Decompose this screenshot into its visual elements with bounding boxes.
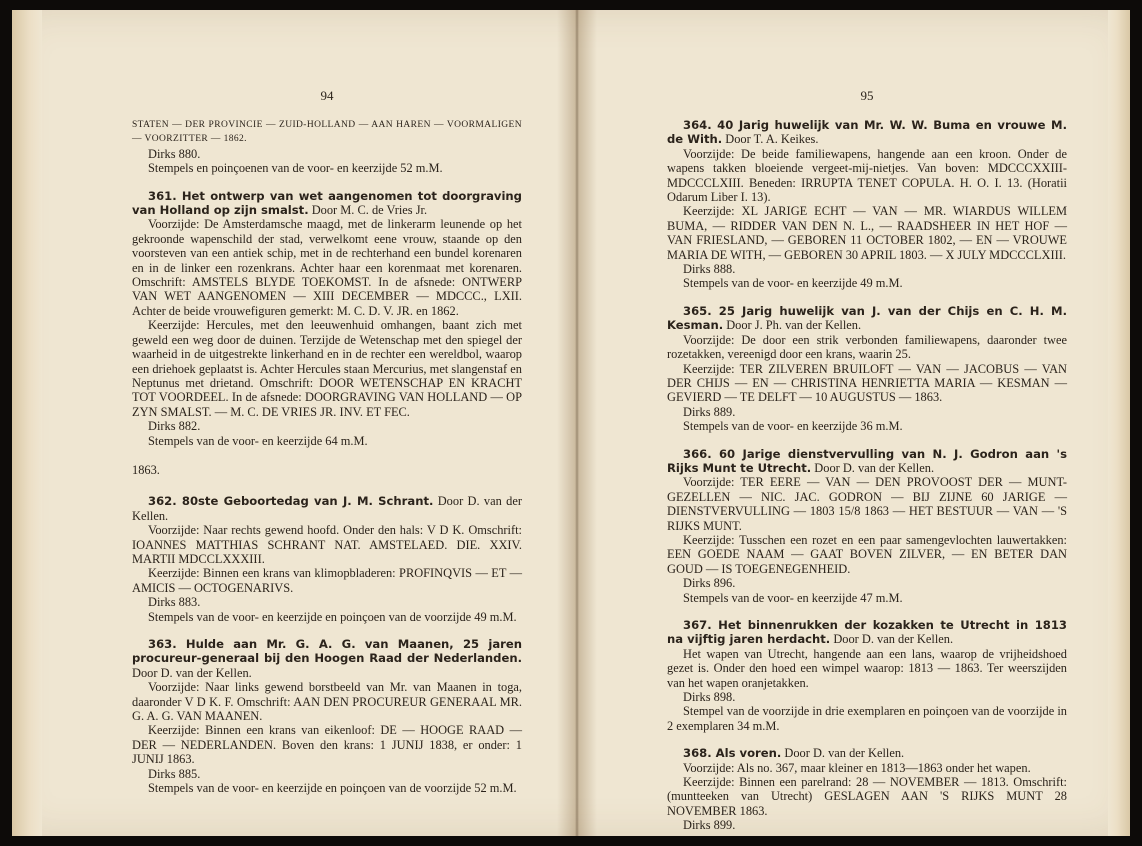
paragraph: Dirks 889. (683, 404, 736, 419)
paragraph: Keerzijde: XL JARIGE ECHT — VAN — MR. WIARDUS WILLEM BUMA, — RIDDER VAN DEN N. L., — RAADSHEER IN HET HOF — VAN FRIESLAND, — GEBOREN 11 OCTOBER 1802, — EN — VROUWE MARIA DE WITH, — GEBOREN 30 APRIL 1803. — X JULY MDCCCLXIII. (667, 204, 1067, 262)
paragraph: Voorzijde: TER EERE — VAN — DEN PROVOOST DER — MUNT-GEZELLEN — NIC. JAC. GODRON — BIJ ZIJNE 60 JARIGE — DIENSTVERVULLING — 1803 15/8 1863 — HET BESTUUR — VAN — 'S RIJKS MUNT. (667, 475, 1067, 533)
paragraph-gap (132, 481, 522, 494)
book-gutter (557, 10, 597, 836)
entry-author: Door J. Ph. van der Kellen. (723, 318, 862, 333)
paragraph: Keerzijde: Binnen een krans van eikenloof: DE — HOOGE RAAD — DER — NEDERLANDEN. Boven den krans: 1 JUNIJ 1838, er onder: 1 JUNIJ 1863. (132, 723, 522, 767)
paragraph: Stempel van de voorzijde in drie exemplaren en poinçoen van de voorzijde in 2 exemplaren 34 m.M. (667, 704, 1067, 733)
entry-heading (667, 447, 1067, 476)
entry-author: Door T. A. Keikes. (722, 132, 819, 147)
entry-heading (667, 746, 1067, 760)
entry-title: 368. Als voren. (683, 746, 782, 761)
paragraph: Keerzijde: Binnen een krans van klimopbladeren: PROFINQVIS — ET — AMICIS — OCTOGENARIVS. (132, 566, 522, 595)
entry-heading (132, 637, 522, 680)
paragraph: Dirks 885. (148, 766, 201, 781)
entry-author: Door D. van der Kellen. (132, 494, 522, 523)
paragraph: Stempels en poinçoenen van de voor- en keerzijde 52 m.M. (148, 161, 443, 176)
entry-title: 363. Hulde aan Mr. G. A. G. van Maanen, 25 jaren procureur-generaal bij den Hoogen Raad der Nederlanden. (132, 637, 522, 666)
paragraph: Voorzijde: De beide familiewapens, hangende aan een kroon. Onder de wapens takken bloeiende vergeet-mij-nietjes. Van boven: MDCCCXXIII-MDCCCLXIII. Beneden: IRRUPTA TENET COPULA. H. O. I. 13. (Horatii Odarum Liber I. 13). (667, 146, 1067, 205)
paragraph-gap (667, 733, 1067, 746)
paragraph: Dirks 896. (683, 576, 736, 591)
entry-heading (667, 618, 1067, 647)
paragraph: Dirks 883. (148, 595, 201, 610)
paragraph: Voorzijde: Als no. 367, maar kleiner en 1813—1863 onder het wapen. (683, 760, 1031, 775)
entry-title: 364. 40 Jarig huwelijk van Mr. W. W. Buma en vrouwe M. de With. (667, 118, 1067, 147)
right-page (667, 10, 1067, 836)
entry-title: 365. 25 Jarig huwelijk van J. van der Chijs en C. H. M. Kesman. (667, 303, 1067, 333)
page-body (667, 118, 1067, 833)
page-number: 95 (860, 88, 874, 103)
paragraph: Stempels van de voor- en keerzijde en poinçoen van de voorzijde 49 m.M. (148, 609, 517, 624)
paragraph: Dirks 888. (683, 262, 736, 277)
paragraph-gap (667, 434, 1067, 447)
entry-author: Door D. van der Kellen. (132, 665, 252, 680)
paragraph: Stempels van de voor- en keerzijde 36 m.M. (683, 419, 903, 434)
paragraph: Dirks 882. (148, 419, 201, 434)
paragraph-gap (132, 448, 522, 461)
paragraph: Keerzijde: TER ZILVEREN BRUILOFT — VAN — JACOBUS — VAN DER CHIJS — EN — CHRISTINA HENRIETTA MARIA — KESMAN — GEVIERD — TE DELFT — 10 AUGUSTUS — 1863. (667, 361, 1067, 405)
paragraph-gap (667, 291, 1067, 304)
entry-heading (667, 304, 1067, 333)
entry-heading (667, 118, 1067, 147)
left-page (132, 10, 522, 836)
paragraph: Keerzijde: Binnen een parelrand: 28 — NOVEMBER — 1813. Omschrift: (muntteeken van Utrecht) GESLAGEN AAN 'S RIJKS MUNT 28 NOVEMBER 1863. (667, 775, 1067, 818)
entry-author: Door D. van der Kellen. (830, 632, 954, 647)
paragraph: Keerzijde: Tusschen een rozet en een paar samengevlochten lauwertakken: EEN GOEDE NAAM — GAAT BOVEN ZILVER, — EN BETER DAN GOUD — IS TOEGENEGENHEID. (667, 532, 1067, 576)
paragraph: Stempels van de voor- en keerzijde 64 m.M. (148, 433, 368, 448)
entry-heading (132, 494, 522, 523)
left-page-edge (12, 10, 42, 836)
text-line: STATEN — DER PROVINCIE — ZUID-HOLLAND — AAN HAREN — VOORMALIGEN — VOORZITTER — 1862. (132, 120, 522, 145)
right-page-edge (1108, 10, 1130, 836)
page-number: 94 (320, 88, 334, 103)
year-heading: 1863. (132, 462, 160, 477)
page-body (132, 118, 522, 795)
entry-author: Door M. C. de Vries Jr. (308, 203, 428, 218)
entry-title: 367. Het binnenrukken der kozakken te Utrecht in 1813 na vijftig jaren herdacht. (667, 618, 1067, 647)
paragraph: Stempels van de voor- en keerzijde 49 m.M. (683, 276, 903, 291)
paragraph: Voorzijde: Naar links gewend borstbeeld van Mr. van Maanen in toga, daaronder V D K. F. Omschrift: AAN DEN PROCUREUR GENERAAL MR. G. A. G. VAN MAANEN. (132, 680, 522, 724)
paragraph: Dirks 898. (683, 690, 736, 705)
entry-author: Door D. van der Kellen. (781, 746, 905, 761)
entry-title: 361. Het ontwerp van wet aangenomen tot doorgraving van Holland op zijn smalst. (132, 188, 522, 218)
paragraph-gap (667, 605, 1067, 618)
paragraph: Keerzijde: Hercules, met den leeuwenhuid omhangen, baant zich met geweld een weg door de duinen. Terzijde de Wetenschap met den spiegel der waarheid in de uitgestrekte linkerhand en in de rechter een wereldbol, waarop een driehoek geplaatst is. Achter Hercules staan Mercurius, met slangenstaf en Neptunus met drietand. Omschrift: DOOR WETENSCHAP EN KRACHT TOT VOORDEEL. In de afsnede: DOORGRAVING VAN HOLLAND — OP ZYN SMALST. — M. C. DE VRIES JR. INV. ET FEC. (132, 318, 522, 419)
entry-title: 366. 60 Jarige dienstvervulling van N. J. Godron aan 's Rijks Munt te Utrecht. (667, 446, 1067, 475)
entry-author: Door D. van der Kellen. (811, 460, 935, 475)
paragraph: Voorzijde: Naar rechts gewend hoofd. Onder den hals: V D K. Omschrift: IOANNES MATTHIAS SCHRANT NAT. AMSTELAED. DIE. XXIV. MARTII MDCCLXXXIII. (132, 523, 522, 566)
paragraph: Het wapen van Utrecht, hangende aan een lans, waarop de vrijheidshoed gezet is. Onder den hoed een wimpel waarop: 1813 — 1863. Ter weerszijden van het wapen oranjetakken. (667, 646, 1067, 690)
paragraph: Stempels van de voor- en keerzijde 47 m.M. (683, 590, 903, 605)
paragraph: Dirks 899. (683, 818, 736, 833)
book-spread (12, 10, 1130, 836)
entry-heading (132, 189, 522, 218)
paragraph: Voorzijde: De Amsterdamsche maagd, met de linkerarm leunende op het gekroonde wapenschild der stad, verwelkomt eene vrouw, staande op den voorsteven van een antiek schip, met in de rechterhand een bundel korenaren en in de linker een rozenkrans. Achter haar een korenmaat met korenaren. Omschrift: AMSTELS BLYDE TOEKOMST. In de afsnede: ONTWERP VAN WET AANGENOMEN — XIII DECEMBER — MDCCC., LXII. Achter de beide vrouwefiguren gemerkt: M. C. D. V. JR. en 1862. (132, 217, 522, 318)
paragraph: Dirks 880. (148, 146, 201, 161)
paragraph-gap (132, 624, 522, 637)
paragraph-gap (132, 176, 522, 189)
paragraph: Voorzijde: De door een strik verbonden familiewapens, daaronder twee rozetakken, vereenigd door een krans, waarin 25. (667, 332, 1067, 362)
paragraph: Stempels van de voor- en keerzijde en poinçoen van de voorzijde 52 m.M. (148, 781, 517, 796)
entry-title: 362. 80ste Geboortedag van J. M. Schrant. (148, 494, 434, 509)
